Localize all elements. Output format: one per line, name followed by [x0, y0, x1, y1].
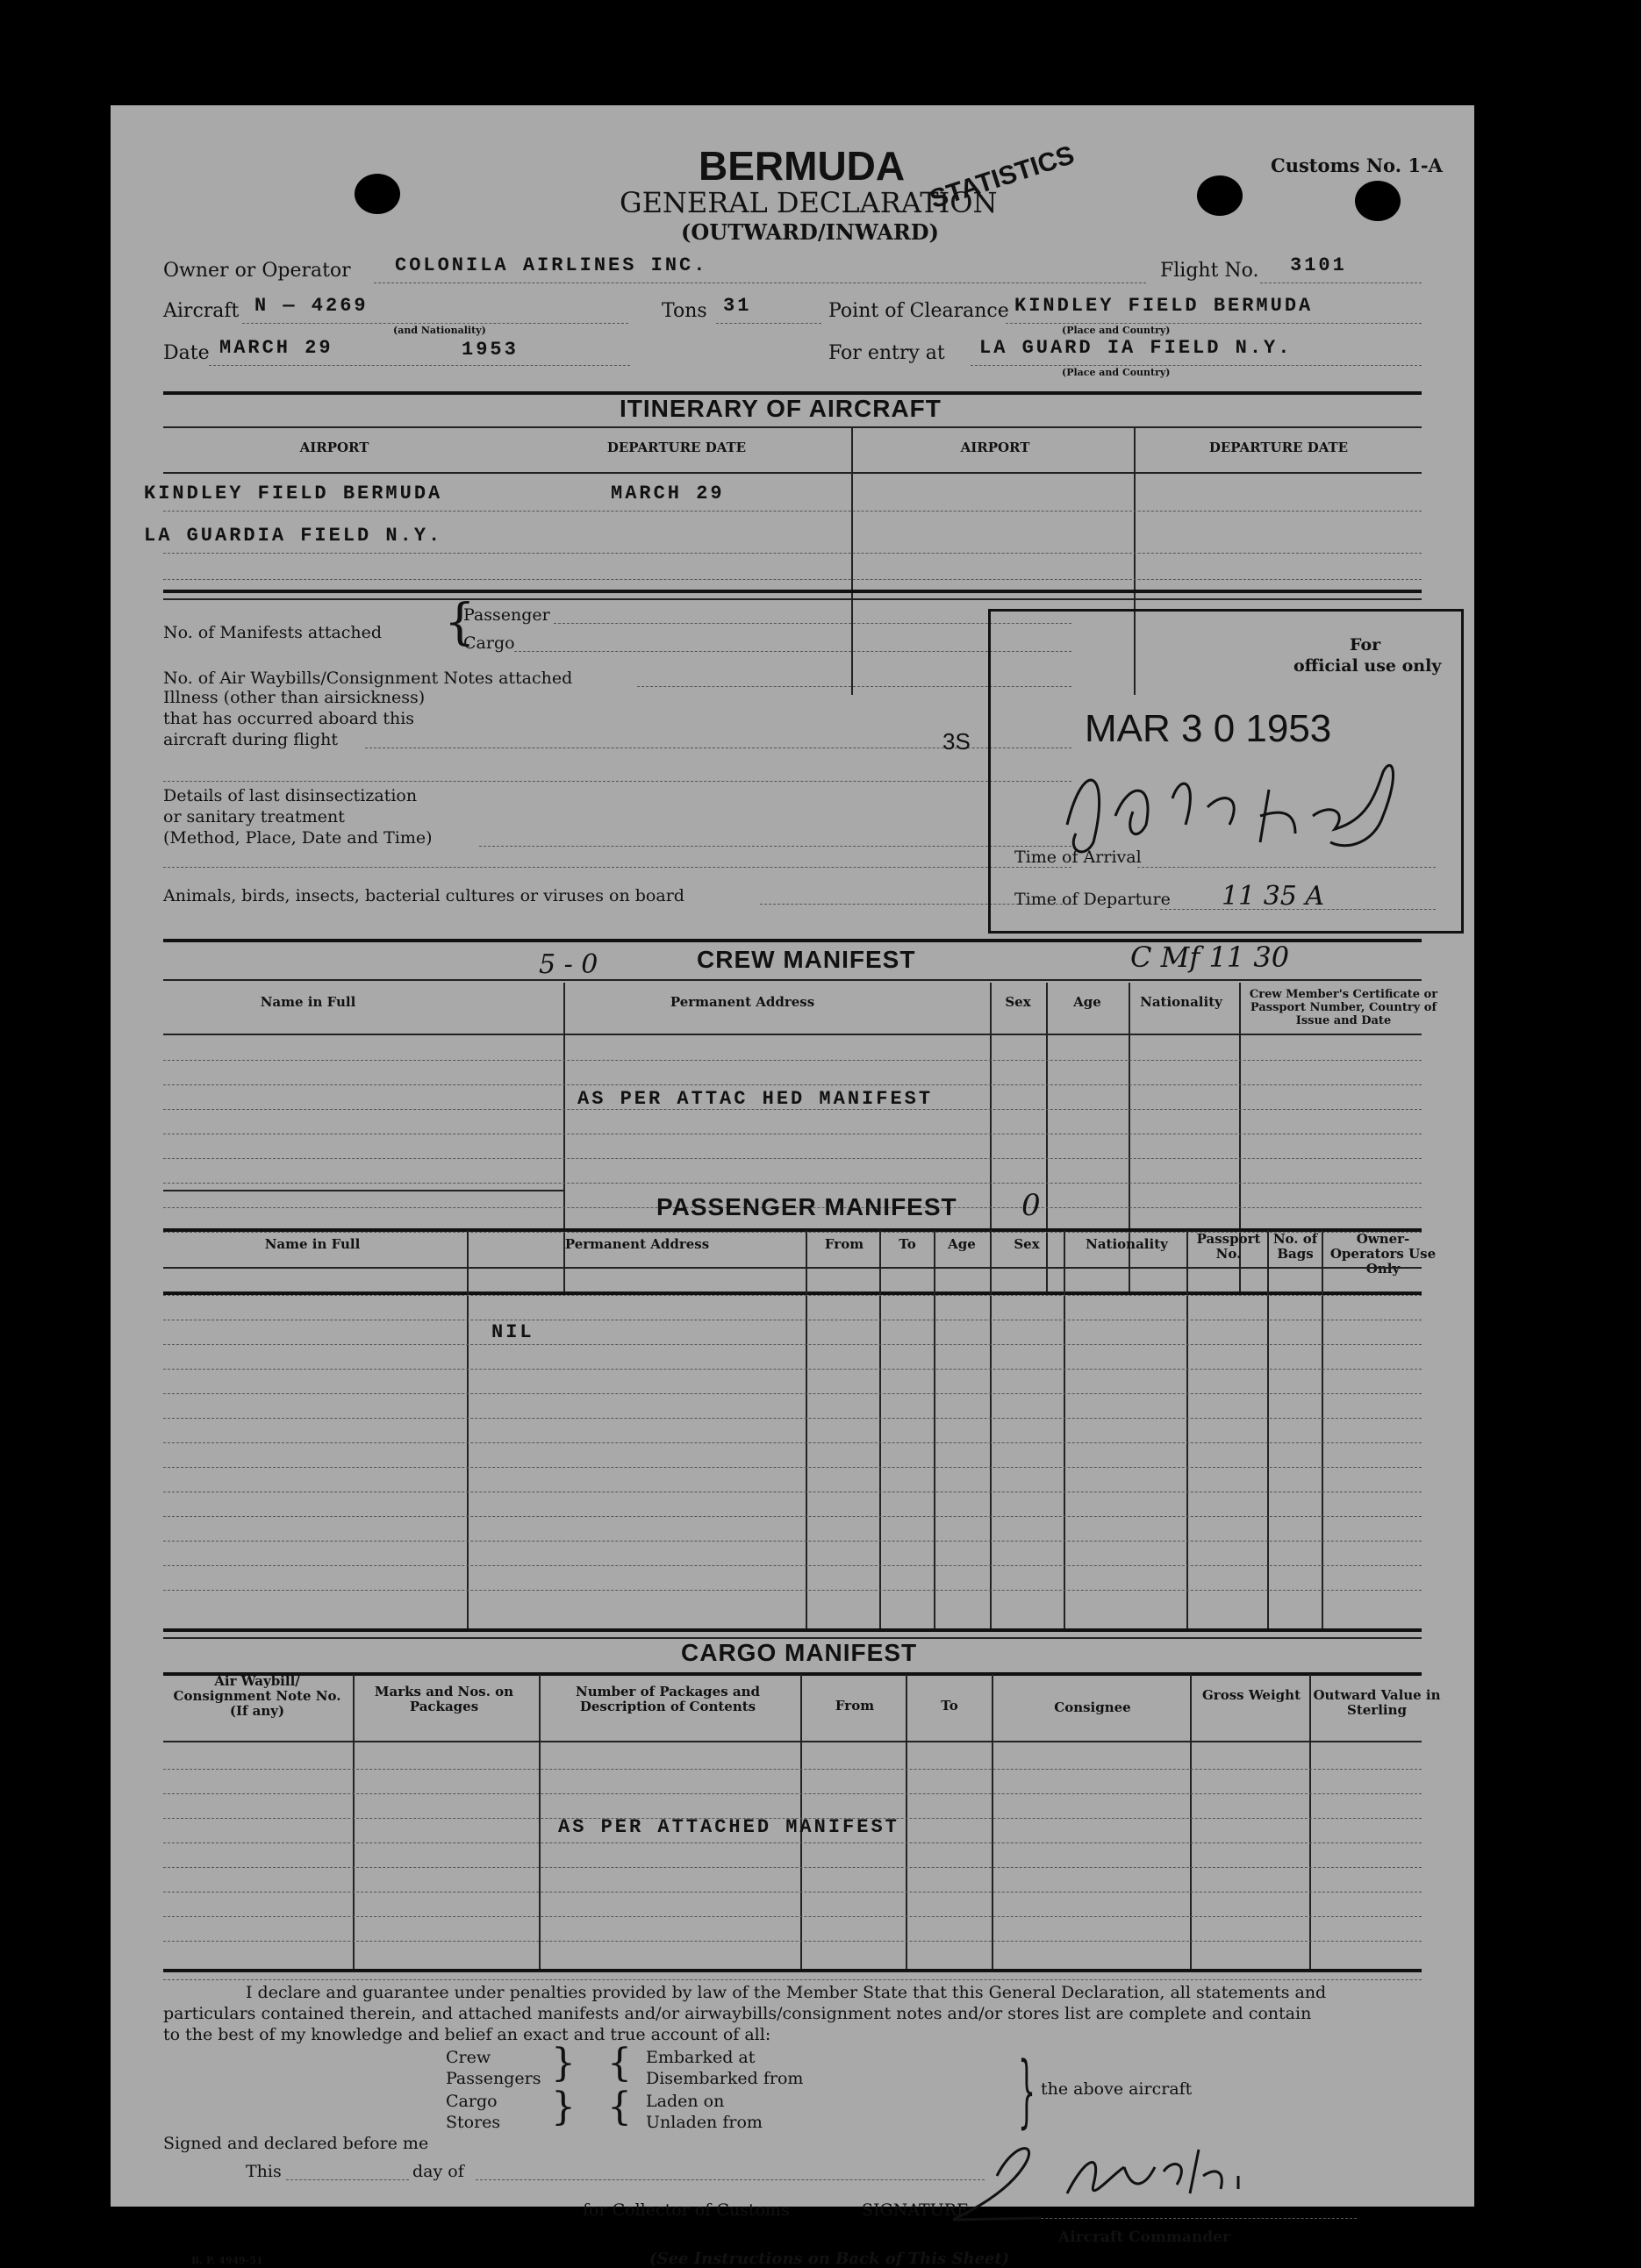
aircraft-sublabel: (and Nationality): [393, 325, 486, 336]
passenger-header-to: To: [899, 1236, 916, 1252]
entry-label: For entry at: [828, 342, 945, 364]
cargo-header-waybill: Air Waybill/ Consignment Note No. (If any): [173, 1673, 341, 1719]
cargo-header-weight: Gross Weight: [1201, 1687, 1301, 1703]
tons-value: 31: [723, 295, 752, 317]
decl-above-aircraft: the above aircraft: [1041, 2079, 1193, 2099]
collector-label: for Collector of Customs: [583, 2200, 790, 2220]
cargo-title: CARGO MANIFEST: [681, 1639, 918, 1666]
aircraft-value: N — 4269: [254, 295, 369, 317]
illness-line-2: that has occurred aboard this: [163, 709, 415, 728]
direction-label: (OUTWARD/INWARD): [681, 219, 939, 245]
cargo-header-from: From: [835, 1698, 875, 1714]
passenger-header-nationality: Nationality: [1086, 1236, 1168, 1252]
commander-label: Aircraft Commander: [1058, 2229, 1230, 2246]
passenger-header-from: From: [824, 1236, 864, 1252]
punch-hole-left: [355, 174, 400, 214]
itinerary-title: ITINERARY OF AIRCRAFT: [620, 395, 942, 422]
clearance-sublabel: (Place and Country): [1062, 325, 1171, 336]
form-subtitle: GENERAL DECLARATION: [620, 186, 998, 219]
passenger-count: 0: [1021, 1188, 1041, 1223]
crew-note-right: C Mf 11 30: [1130, 941, 1290, 974]
passenger-label: Passenger: [463, 605, 550, 625]
itinerary-header-date-2: DEPARTURE DATE: [1208, 440, 1349, 455]
form-title: BERMUDA: [699, 143, 906, 189]
date-stamp: MAR 3 0 1953: [1085, 707, 1332, 750]
signed-label: Signed and declared before me: [163, 2134, 429, 2153]
day-of-label: day of: [412, 2162, 464, 2181]
cargo-header-value: Outward Value in Sterling: [1313, 1687, 1441, 1718]
owner-value: COLONILA AIRLINES INC.: [395, 254, 708, 276]
passenger-title: PASSENGER MANIFEST: [656, 1193, 957, 1220]
itinerary-header-date-1: DEPARTURE DATE: [606, 440, 747, 455]
decl-embarked: Embarked at: [646, 2048, 756, 2067]
passenger-header-owner: Owner-Operators Use Only: [1329, 1231, 1437, 1277]
itinerary-row1-airport: KINDLEY FIELD BERMUDA: [144, 483, 443, 504]
crew-header-nationality: Nationality: [1140, 994, 1222, 1010]
form-number: B. P. 4949-51: [191, 2255, 263, 2266]
passenger-header-sex: Sex: [1014, 1236, 1040, 1252]
signature-label: SIGNATURE: [862, 2200, 969, 2220]
statistics-stamp: STATISTICS: [926, 140, 1078, 215]
crew-note-left: 5 - 0: [539, 949, 598, 980]
cargo-header-consignee: Consignee: [1054, 1699, 1131, 1715]
manifests-label: No. of Manifests attached: [163, 623, 383, 642]
entry-sublabel: (Place and Country): [1062, 367, 1171, 378]
illness-line-1: Illness (other than airsickness): [163, 688, 426, 707]
passenger-header-passport: Passport No.: [1196, 1231, 1261, 1262]
tons-label: Tons: [662, 300, 707, 322]
departure-value: 11 35 A: [1222, 881, 1325, 912]
illness-line-3: aircraft during flight: [163, 730, 339, 749]
disinsect-line-3: (Method, Place, Date and Time): [163, 828, 433, 848]
cargo-header-to: To: [941, 1698, 958, 1714]
crew-header-certificate: Crew Member's Certificate or Passport Number, Country of Issue and Date: [1249, 988, 1438, 1027]
clearance-label: Point of Clearance: [828, 300, 1009, 322]
cargo-header-marks: Marks and Nos. on Packages: [374, 1684, 514, 1714]
crew-body: AS PER ATTAC HED MANIFEST: [577, 1088, 934, 1110]
declaration-line-1: I declare and guarantee under penalties provided by law of the Member State that this General Declaration, all statements and: [246, 1983, 1327, 2002]
crew-title: CREW MANIFEST: [697, 946, 916, 973]
declaration-line-2: particulars contained therein, and attached manifests and/or airwaybills/consignment notes and/or stores list are complete and contain: [163, 2004, 1312, 2023]
cargo-header-packages: Number of Packages and Description of Contents: [576, 1684, 760, 1714]
arrival-label: Time of Arrival: [1014, 848, 1142, 867]
signature-stroke: [1067, 765, 1394, 852]
date-label: Date: [163, 342, 210, 364]
passenger-header-name: Name in Full: [264, 1236, 361, 1252]
passenger-header-bags: No. of Bags: [1272, 1231, 1318, 1262]
cargo-label: Cargo: [463, 633, 515, 653]
decl-crew: Crew: [446, 2048, 491, 2067]
itinerary-row2-airport: LA GUARDIA FIELD N.Y.: [144, 525, 443, 547]
official-signature: [1032, 719, 1436, 860]
departure-label: Time of Departure: [1014, 890, 1171, 909]
decl-laden: Laden on: [646, 2092, 725, 2111]
animals-label: Animals, birds, insects, bacterial cultures or viruses on board: [163, 886, 684, 905]
official-for: For: [1350, 635, 1381, 655]
waybills-label: No. of Air Waybills/Consignment Notes attached: [163, 669, 573, 688]
customs-number: Customs No. 1-A: [1271, 154, 1443, 176]
passenger-body: NIL: [491, 1321, 534, 1343]
crew-header-age: Age: [1073, 994, 1101, 1010]
instructions-note: (See Instructions on Back of This Sheet): [649, 2250, 1010, 2268]
passenger-header-age: Age: [948, 1236, 976, 1252]
signature-stroke: [953, 2149, 1238, 2220]
aircraft-label: Aircraft: [163, 300, 240, 322]
date-value: MARCH 29: [219, 337, 333, 359]
crew-header-sex: Sex: [1005, 994, 1031, 1010]
decl-disembarked: Disembarked from: [646, 2069, 804, 2088]
illness-mark: 3S: [942, 728, 971, 755]
itinerary-row1-date: MARCH 29: [611, 483, 725, 504]
disinsect-line-1: Details of last disinsectization: [163, 786, 418, 805]
this-label: This: [246, 2162, 282, 2181]
itinerary-header-airport-1: AIRPORT: [299, 440, 369, 455]
commander-signature: [935, 2123, 1374, 2229]
decl-stores: Stores: [446, 2113, 501, 2132]
passenger-header-address: Permanent Address: [564, 1236, 710, 1252]
owner-label: Owner or Operator: [163, 260, 351, 282]
decl-unladen: Unladen from: [646, 2113, 763, 2132]
disinsect-line-2: or sanitary treatment: [163, 807, 345, 826]
entry-value: LA GUARD IA FIELD N.Y.: [979, 337, 1293, 359]
decl-passengers: Passengers: [446, 2069, 541, 2088]
clearance-value: KINDLEY FIELD BERMUDA: [1014, 295, 1314, 317]
punch-hole-center: [1197, 175, 1243, 216]
official-use-label: official use only: [1293, 656, 1442, 676]
punch-hole-right: [1355, 181, 1401, 221]
declaration-line-3: to the best of my knowledge and belief an exact and true account of all:: [163, 2025, 771, 2044]
cargo-body: AS PER ATTACHED MANIFEST: [558, 1816, 899, 1838]
crew-header-address: Permanent Address: [670, 994, 815, 1010]
flight-value: 3101: [1290, 254, 1347, 276]
flight-label: Flight No.: [1160, 260, 1259, 282]
date-year: 1953: [462, 339, 519, 361]
declaration-form: BERMUDA GENERAL DECLARATION (OUTWARD/INWARD) STATISTICS Customs No. 1-A Owner or Operator COLONILA AIRLINES INC. Flight No. 3101 Aircraft N — 4269 (and Nationality) Tons 31 Point of Clearance KINDLEY FIELD BERMUDA (Place and Country) Date MARCH 29 1953 For entry at LA GUARD IA FIELD N.Y. (Place and Country) ITINERARY OF AIRCRAFT AIRPORT DEPARTURE DATE AIRPORT DEPARTURE DATE KINDLEY FIELD BERMUDA MARCH 29 LA GUARDIA FIELD N.Y. No. of Manifests attached { Passenger Cargo No. of Air Waybills/Consignment Notes attached Illness (other than airsickness) that has occurred aboard this aircraft during flight 3S Details of last disinsectization or sanitary treatment (Method, Place, Date and Time) Animals, birds, insects, bacterial cultures or viruses on board For official use only MAR 3 0 1953 Time of Arrival Time of Departure 11 35 A 5 - 0 CREW MANIFEST C Mf 11 30 Name in Full Permanent Address Sex Age Nationality Crew Member's Certificate or Passport Number, Country of Issue and Date AS PER ATTAC HED MANIFEST PASSENGER MANIFEST 0 Name in Full Permanent Address From To Age Sex Nationality Passport No. No. of Bags Owner-Operators Use Only NIL CARGO MANIFEST Air Waybill/ Consignment Note No. (If any) Marks and Nos. on Packages Number of Packages and Description of Contents From To Consignee Gross Weight Outward Value in Sterling AS PER ATTACHED MANIFEST I declare and guarantee under penalties provided by law of the Member State that this General Declaration, all statements and particulars contained therein, and attached manifests and/or airwaybills/consignment notes and/or stores list are complete and contain to the best of my knowledge and belief an exact and true account of all: Crew Passengers } { Embarked at Disembarked from Cargo Stores } { Laden on Unladen from } the above aircraft Signed and declared before me This day of for Collector of Customs SIGNATURE Aircraft Commander B. P. 4949-51 (See Instructions on Back of This Sheet): [111, 105, 1474, 2207]
decl-cargo: Cargo: [446, 2092, 498, 2111]
crew-header-name: Name in Full: [260, 994, 356, 1010]
itinerary-header-airport-2: AIRPORT: [960, 440, 1030, 455]
